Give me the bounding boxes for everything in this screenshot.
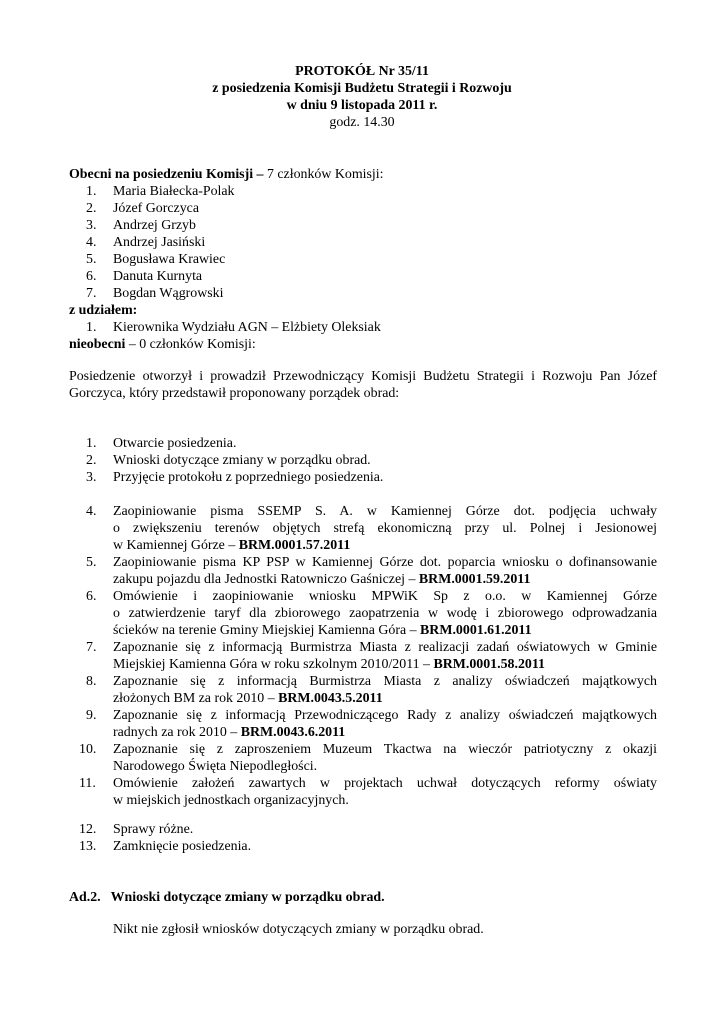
attendance-section (69, 166, 657, 353)
agenda-list-1 (69, 435, 657, 486)
intro-paragraph: Posiedzenie otworzył i prowadził Przewodniczący Komisji Budżetu Strategii i Rozwoju Pan Józef Gorczyca, który przedstawił proponowany porządek obrad: (69, 369, 657, 401)
members-list (69, 183, 657, 302)
present-line (69, 166, 657, 183)
agenda-list-3 (69, 821, 657, 855)
agenda-item: 11. Omówienie założeń zawartych w projektach uchwał dotyczących reformy oświaty w miejskich jednostkach organizacyjnych. (79, 776, 657, 808)
list-item: 1. Maria Białecka-Polak (86, 184, 235, 199)
present-label: Obecni na posiedzeniu Komisji – (69, 167, 264, 182)
section-ad2-heading (69, 889, 657, 906)
guests-label: z udziałem: (69, 303, 138, 318)
reference-number: BRM.0001.59.2011 (418, 572, 531, 587)
agenda-list-2 (69, 503, 657, 809)
agenda-item: 13. Zamknięcie posiedzenia. (79, 839, 252, 854)
list-item: 6. Danuta Kurnyta (86, 269, 203, 284)
agenda-item: 3. Przyjęcie protokołu z poprzedniego posiedzenia. (86, 470, 384, 485)
agenda-item: 12. Sprawy różne. (79, 822, 194, 837)
section-number: Ad.2. (69, 890, 101, 905)
agenda-item: 4. Zaopiniowanie pisma SSEMP S. A. w Kamiennej Górze dot. podjęcia uchwały o zwiększeniu terenów objętych strefą ekonomiczną przy ul. Polnej i Jesionowej w Kamiennej Górze – BRM.0001.57.2011 (86, 504, 657, 553)
absent-label: nieobecni (69, 337, 126, 352)
agenda-item: 7. Zapoznanie się z informacją Burmistrza Miasta z realizacji zadań oświatowych w Gminie Miejskiej Kamienna Góra w roku szkolnym 2010/2011 – BRM.0001.58.2011 (86, 640, 657, 672)
absent-line (69, 336, 657, 353)
agenda-item: 10. Zapoznanie się z zaproszeniem Muzeum Tkactwa na wieczór patriotyczny z okazji Narodowego Święta Niepodległości. (79, 742, 657, 774)
agenda-item: 6. Omówienie i zaopiniowanie wniosku MPWiK Sp z o.o. w Kamiennej Górze o zatwierdzenie taryf dla zbiorowego zaopatrzenia w wodę i zbiorowego odprowadzania ścieków na terenie Gminy Miejskiej Kamienna Góra – BRM.0001.61.2011 (86, 589, 657, 638)
present-count: 7 członków Komisji: (263, 167, 384, 182)
meeting-time: godz. 14.30 (329, 115, 395, 130)
protocol-title: PROTOKÓŁ Nr 35/11 (295, 64, 429, 79)
section-ad2-body: Nikt nie zgłosił wniosków dotyczących zmiany w porządku obrad. (113, 922, 484, 937)
reference-number: BRM.0001.57.2011 (238, 538, 351, 553)
list-item: 4. Andrzej Jasiński (86, 235, 206, 250)
protocol-header (0, 63, 724, 131)
meeting-date: w dniu 9 listopada 2011 r. (286, 98, 438, 113)
agenda-item: 9. Zapoznanie się z informacją Przewodniczącego Rady z analizy oświadczeń majątkowych radnych za rok 2010 – BRM.0043.6.2011 (86, 708, 657, 740)
list-item: 2. Józef Gorczyca (86, 201, 199, 216)
reference-number: BRM.0001.61.2011 (420, 623, 532, 638)
list-item: 3. Andrzej Grzyb (86, 218, 196, 233)
agenda-item: 2. Wnioski dotyczące zmiany w porządku obrad. (86, 453, 371, 468)
list-item: 7. Bogdan Wągrowski (86, 286, 224, 301)
section-title: Wnioski dotyczące zmiany w porządku obrad. (110, 890, 385, 905)
agenda-item: 1. Otwarcie posiedzenia. (86, 436, 237, 451)
reference-number: BRM.0043.5.2011 (278, 691, 383, 706)
list-item: 1. Kierownika Wydziału AGN – Elżbiety Oleksiak (86, 320, 381, 335)
list-item: 5. Bogusława Krawiec (86, 252, 226, 267)
absent-count: – 0 członków Komisji: (125, 337, 256, 352)
agenda-item: 5. Zaopiniowanie pisma KP PSP w Kamiennej Górze dot. poparcia wniosku o dofinansowanie zakupu pojazdu dla Jednostki Ratowniczo Gaśniczej – BRM.0001.59.2011 (86, 555, 657, 587)
reference-number: BRM.0043.6.2011 (240, 725, 346, 740)
agenda-item: 8. Zapoznanie się z informacją Burmistrza Miasta z analizy oświadczeń majątkowych złożonych BM za rok 2010 – BRM.0043.5.2011 (86, 674, 657, 706)
guests-list (69, 319, 657, 336)
committee-name: z posiedzenia Komisji Budżetu Strategii i Rozwoju (212, 81, 512, 96)
reference-number: BRM.0001.58.2011 (433, 657, 545, 672)
